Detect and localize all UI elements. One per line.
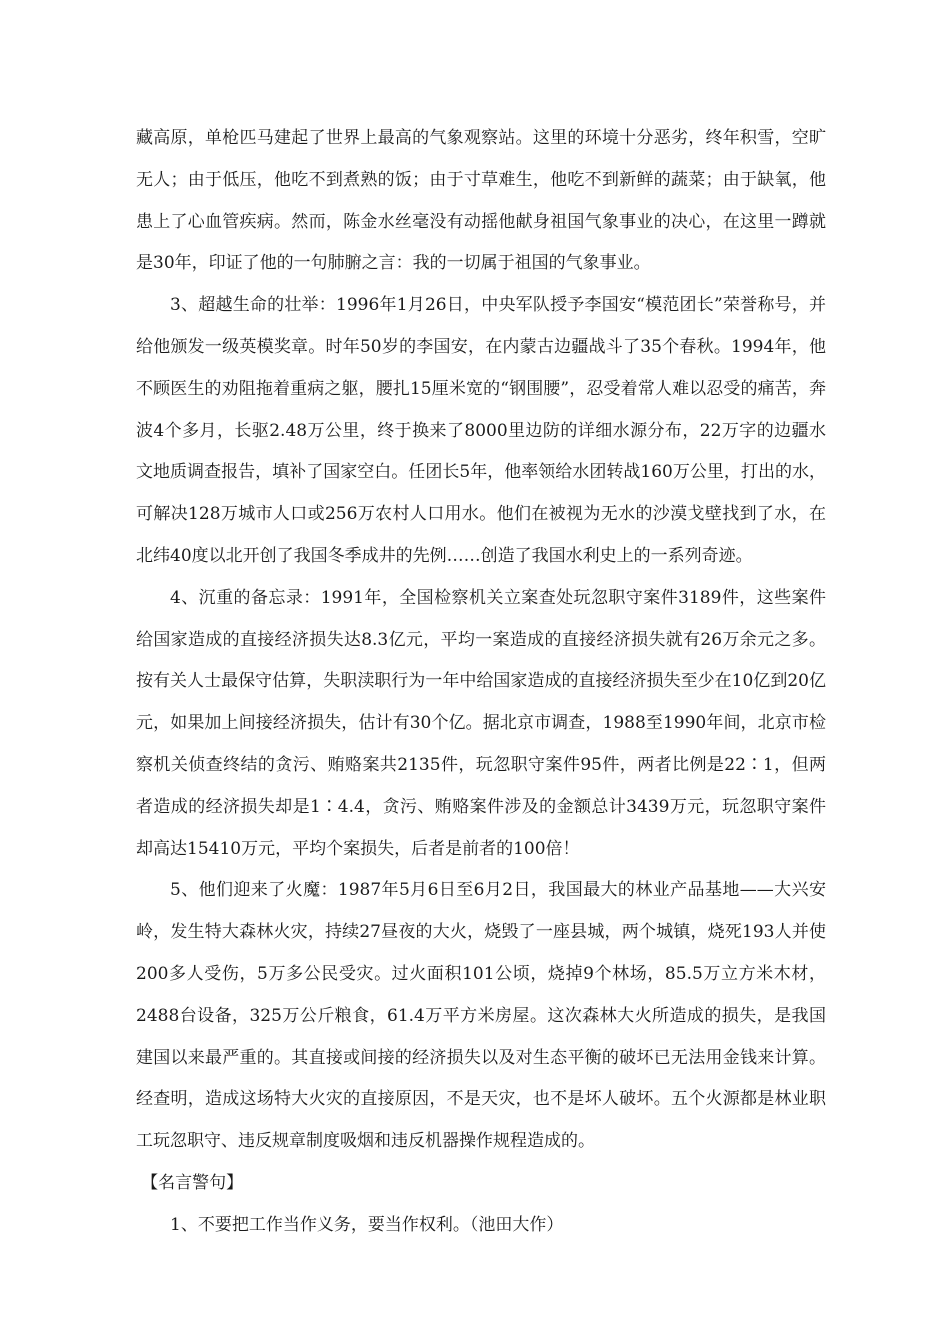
paragraph-item-4: 4、沉重的备忘录：1991年，全国检察机关立案查处玩忽职守案件3189件，这些案件给国家造成的直接经济损失达8.3亿元，平均一案造成的直接经济损失就有26万余元之多。按有关人士最保守估算，失职渎职行为一年中给国家造成的直接经济损失至少在10亿到20亿元，如果加上间接经济损失，估计有30个亿。据北京市调查，1988至1990年间，北京市检察机关侦查终结的贪污、贿赂案共2135件，玩忽职守案件95件，两者比例是22∶1，但两者造成的经济损失却是1∶4.4，贪污、贿赂案件涉及的金额总计3439万元，玩忽职守案件却高达15410万元，平均个案损失，后者是前者的100倍！ [136,587,826,859]
paragraph-continuation: 藏高原，单枪匹马建起了世界上最高的气象观察站。这里的环境十分恶劣，终年积雪，空旷无人；由于低压，他吃不到煮熟的饭；由于寸草难生，他吃不到新鲜的蔬菜；由于缺氧，他患上了心血管疾病。然而，陈金水丝毫没有动摇他献身祖国气象事业的决心，在这里一蹲就是30年，印证了他的一句肺腑之言：我的一切属于祖国的气象事业。 [136,128,826,274]
paragraph-item-3: 3、超越生命的壮举：1996年1月26日，中央军队授予李国安“模范团长”荣誉称号，并给他颁发一级英模奖章。时年50岁的李国安，在内蒙古边疆战斗了35个春秋。1994年，他不顾医生的劝阻拖着重病之躯，腰扎15厘米宽的“钢围腰”，忍受着常人难以忍受的痛苦，奔波4个多月，长驱2.48万公里，终于换来了8000里边防的详细水源分布，22万字的边疆水文地质调查报告，填补了国家空白。任团长5年，他率领给水团转战160万公里，打出的水，可解决128万城市人口或256万农村人口用水。他们在被视为无水的沙漠戈壁找到了水，在北纬40度以北开创了我国冬季成井的先例……创造了我国水利史上的一系列奇迹。 [136,295,826,566]
section-heading: 【名言警句】 [141,1172,244,1193]
quote-item-1: 1、不要把工作当作义务，要当作权利。（池田大作） [170,1214,564,1235]
paragraph-item-5: 5、他们迎来了火魔：1987年5月6日至6月2日，我国最大的林业产品基地——大兴安岭，发生特大森林火灾，持续27昼夜的大火，烧毁了一座县城，两个城镇，烧死193人并使200多人受伤，5万多公民受灾。过火面积101公顷，烧掉9个林场，85.5万立方米木材，2488台设备，325万公斤粮食，61.4万平方米房屋。这次森林大火所造成的损失，是我国建国以来最严重的。其直接或间接的经济损失以及对生态平衡的破坏已无法用金钱来计算。经查明，造成这场特大火灾的直接原因，不是天灾，也不是坏人破坏。五个火源都是林业职工玩忽职守、违反规章制度吸烟和违反机器操作规程造成的。 [136,880,826,1152]
document-body [136,118,826,1247]
